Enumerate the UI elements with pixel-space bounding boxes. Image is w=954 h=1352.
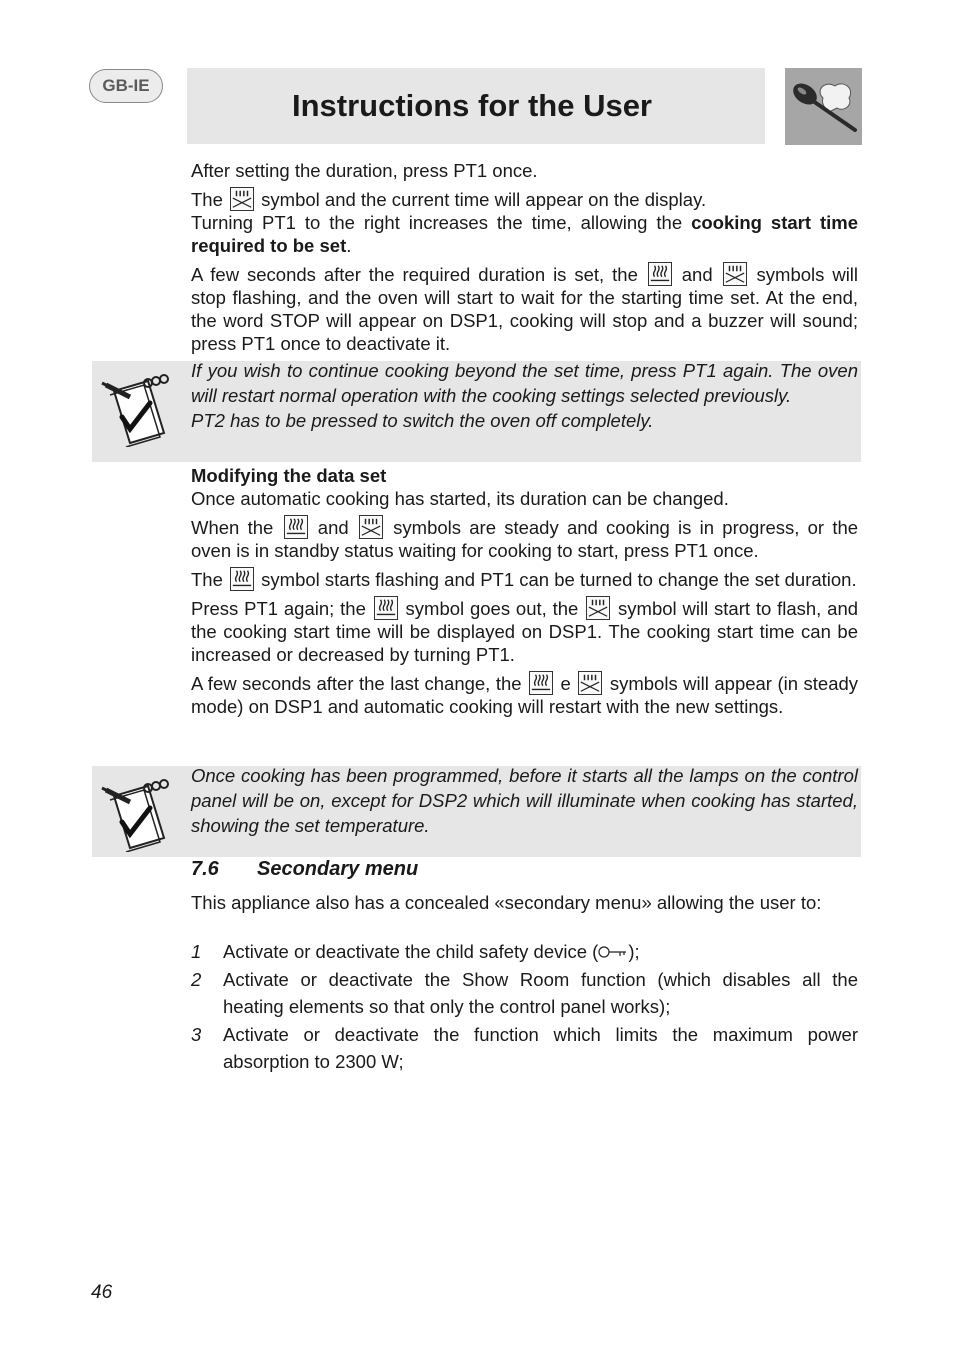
oven-heat-lines-icon: [374, 596, 398, 620]
paragraph: [191, 262, 858, 355]
language-badge: GB-IE: [89, 69, 163, 103]
text: symbol goes out, the: [405, 598, 579, 619]
text: When the: [191, 517, 274, 538]
list-item: [191, 938, 858, 965]
text: The: [191, 569, 223, 590]
instructions-block-1: [191, 159, 858, 360]
section-title: Secondary menu: [257, 858, 419, 880]
section-number: 7.6: [191, 858, 219, 880]
text: symbols will appear (in steady mode) on DSP1 and automatic cooking will restart with the new settings.: [191, 673, 859, 717]
paragraph: This appliance also has a concealed «secondary menu» allowing the user to:: [191, 892, 822, 913]
oven-heat-lines-crossed-icon: [586, 596, 610, 620]
instructions-block-2: [191, 464, 858, 723]
text: symbols will stop flashing, and the oven will start to wait for the starting time set. At the end, the word STOP will appear on DSP1, cooking will stop and a buzzer will sound; press PT1 once to deactivate it.: [191, 264, 859, 354]
note-box: [92, 361, 861, 462]
text: symbol will start to flash, and the cooking start time will be displayed on DSP1. The cooking start time can be increased or decreased by turning PT1.: [191, 598, 859, 665]
list-text: Activate or deactivate the function which limits the maximum power absorption to 2300 W;: [223, 1024, 858, 1072]
subheading: Modifying the data set: [191, 465, 387, 486]
paragraph: [191, 187, 858, 211]
header-bar: [187, 68, 765, 144]
oven-heat-lines-icon: [230, 567, 254, 591]
paragraph: [191, 567, 858, 591]
note-text: [191, 763, 858, 838]
oven-heat-lines-crossed-icon: [359, 515, 383, 539]
text: Press PT1 again; the: [191, 598, 366, 619]
note-line: Once cooking has been programmed, before it starts all the lamps on the control panel will be on, except for DSP2 which will illuminate when cooking has started, showing the set temperature.: [191, 765, 858, 836]
text: and: [317, 517, 349, 538]
oven-heat-lines-icon: [529, 671, 553, 695]
notepad-pencil-check-icon: [100, 367, 180, 447]
text: A few seconds after the last change, the: [191, 673, 522, 694]
oven-heat-lines-crossed-icon: [723, 262, 747, 286]
list-item: [191, 966, 858, 1020]
note-box: [92, 766, 861, 857]
list-text: );: [628, 941, 640, 962]
text: symbol starts flashing and PT1 can be turned to change the set duration.: [261, 569, 857, 590]
text: .: [346, 235, 352, 256]
paragraph: [191, 515, 858, 562]
oven-heat-lines-icon: [284, 515, 308, 539]
section-heading: [191, 858, 418, 881]
list-number: 2: [191, 969, 202, 990]
notepad-pencil-check-icon: [100, 772, 180, 852]
key-icon: [598, 939, 628, 953]
spoon-chef-hat-icon: [785, 68, 862, 145]
note-line: If you wish to continue cooking beyond the set time, press PT1 again. The oven will restart normal operation with the cooking settings selected previously.: [191, 360, 858, 406]
text: Turning PT1 to the right increases the time, allowing the: [191, 212, 683, 233]
paragraph: Once automatic cooking has started, its duration can be changed.: [191, 488, 729, 509]
text: A few seconds after the required duration is set, the: [191, 264, 638, 285]
text: symbol and the current time will appear on the display.: [261, 189, 707, 210]
list-number: 3: [191, 1024, 202, 1045]
oven-heat-lines-icon: [648, 262, 672, 286]
secondary-menu-list: [191, 938, 858, 1076]
note-text: [191, 358, 858, 433]
list-number: 1: [191, 941, 202, 962]
note-line: PT2 has to be pressed to switch the oven off completely.: [191, 410, 654, 431]
paragraph: After setting the duration, press PT1 once.: [191, 160, 538, 181]
list-text: Activate or deactivate the Show Room function (which disables all the heating elements so that only the control panel works);: [223, 969, 858, 1017]
oven-heat-lines-crossed-icon: [230, 187, 254, 211]
text: e: [560, 673, 571, 694]
list-text: Activate or deactivate the child safety device (: [223, 941, 599, 962]
section-intro: [191, 890, 858, 920]
page-number: 46: [91, 1282, 113, 1303]
list-item: [191, 1021, 858, 1075]
paragraph: [191, 671, 858, 718]
text: and: [681, 264, 713, 285]
paragraph: [191, 211, 858, 257]
oven-heat-lines-crossed-icon: [578, 671, 602, 695]
text: symbols are steady and cooking is in progress, or the oven is in standby status waiting for cooking to start, press PT1 once.: [191, 517, 859, 561]
page-title: Instructions for the User: [292, 88, 652, 123]
text: The: [191, 189, 223, 210]
paragraph: [191, 596, 858, 666]
bold-text: cooking start time required to be set: [191, 212, 858, 256]
